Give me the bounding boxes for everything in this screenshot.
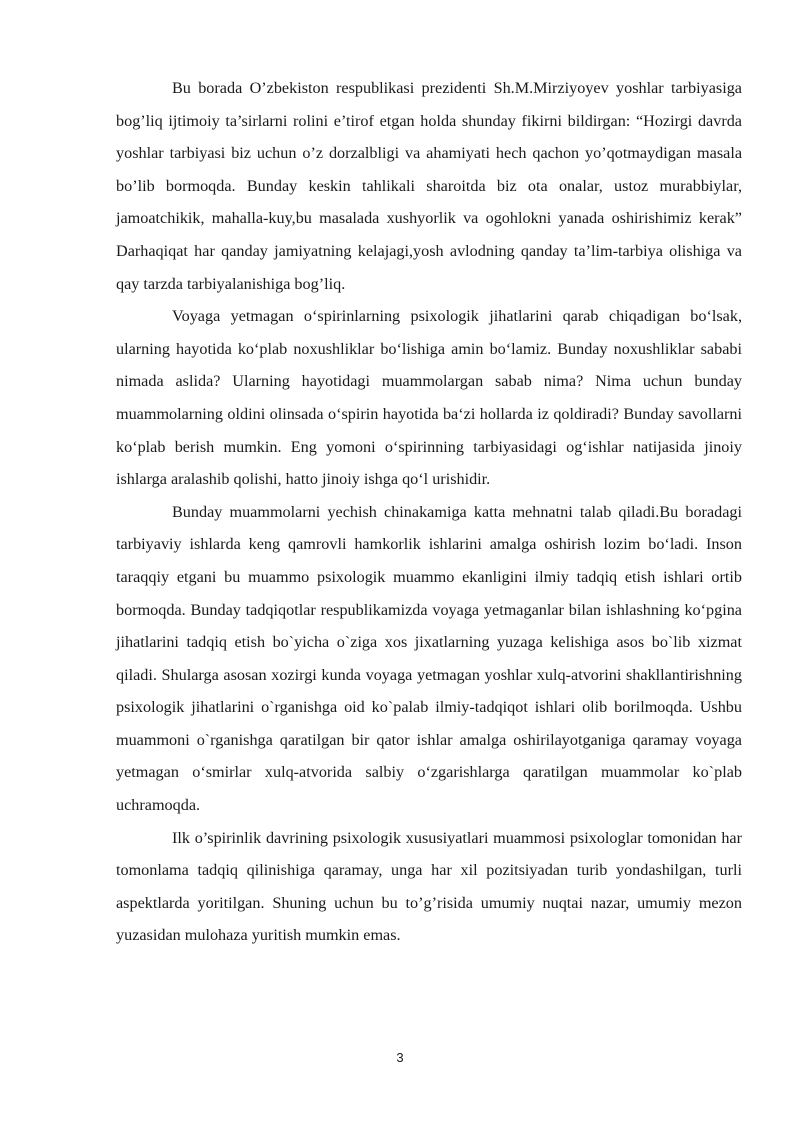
page-number: 3 xyxy=(396,1050,404,1065)
paragraph-1: Bu borada O’zbekiston respublikasi prezidenti Sh.M.Mirziyoyev yoshlar tarbiyasiga bog’liq ijtimoiy ta’sirlarni rolini e’tirof etgan holda shunday fikirni bildirgan: “Hozirgi davrda yoshlar tarbiyasi biz uchun o’z dorzalbligi va ahamiyati hech qachon yo’qotmaydigan masala bo’lib bormoqda. Bunday keskin tahlikali sharoitda biz ota onalar, ustoz murabbiylar, jamoatchikik, mahalla-kuy,bu masalada xushyorlik va ogohlokni yanada oshirishimiz kerak” Darhaqiqat har qanday jamiyatning kelajagi,yosh avlodning qanday ta’lim-tarbiya olishiga va qay tarzda tarbiyalanishiga bog’liq. xyxy=(116,79,742,293)
paragraph-4: Ilk o’spirinlik davrining psixologik xususiyatlari muammosi psixologlar tomonidan har tomonlama tadqiq qilinishiga qaramay, unga har xil pozitsiyadan turib yondashilgan, turli aspektlarda yoritilgan. Shuning uchun bu to’g’risida umumiy nuqtai nazar, umumiy mezon yuzasidan mulohaza yuritish mumkin emas. xyxy=(116,828,742,945)
paragraph-3: Bunday muammolarni yechish chinakamiga katta mehnatni talab qiladi.Bu boradagi tarbiyaviy ishlarda keng qamrovli hamkorlik ishlarini amalga oshirish lozim boʻladi. Inson taraqqiy etgani bu muammo psixologik muammo ekanligini ilmiy tadqiq etish ishlari ortib bormoqda. Bunday tadqiqotlar respublikamizda voyaga yetmaganlar bilan ishlashning koʻpgina jihatlarini tadqiq etish bo`yicha o`ziga xos jixatlarning yuzaga kelishiga asos bo`lib xizmat qiladi. Shularga asosan xozirgi kunda voyaga yetmagan yoshlar xulq-atvorini shakllantirishning psixologik jihatlarini o`rganishga oid ko`palab ilmiy-tadqiqot ishlari olib borilmoqda. Ushbu muammoni o`rganishga qaratilgan bir qator ishlar amalga oshirilayotganiga qaramay voyaga yetmagan oʻsmirlar xulq-atvorida salbiy oʻzgarishlarga qaratilgan muammolar ko`plab uchramoqda. xyxy=(116,502,742,815)
paragraph-2: Voyaga yetmagan oʻspirinlarning psixologik jihatlarini qarab chiqadigan boʻlsak, ularning hayotida koʻplab noxushliklar boʻlishiga amin boʻlamiz. Bunday noxushliklar sababi nimada aslida? Ularning hayotidagi muammolargan sabab nima? Nima uchun bunday muammolarning oldini olinsada oʻspirin hayotida baʻzi hollarda iz qoldiradi? Bunday savollarni koʻplab berish mumkin. Eng yomoni oʻspirinning tarbiyasidagi ogʻishlar natijasida jinoiy ishlarga aralashib qolishi, hatto jinoiy ishga qoʻl urishidir. xyxy=(116,307,742,489)
body-text xyxy=(116,72,742,952)
